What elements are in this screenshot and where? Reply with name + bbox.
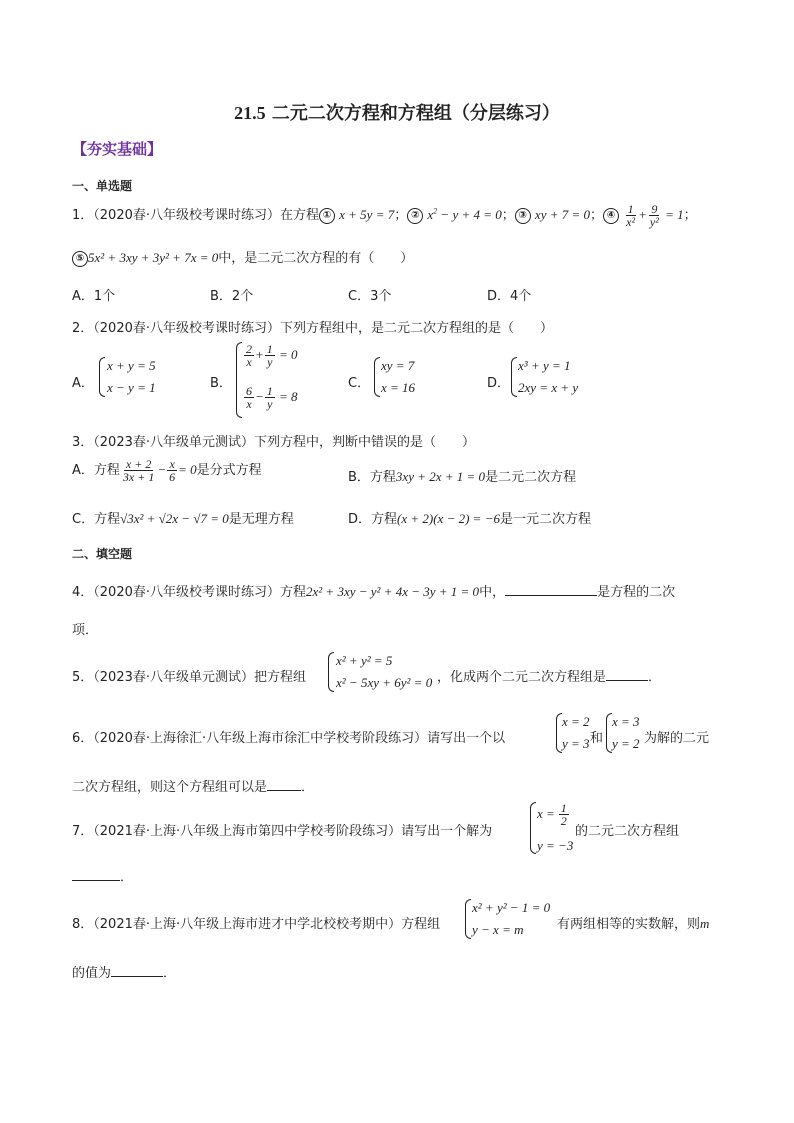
q2-option-d-label[interactable]: D．: [487, 376, 511, 391]
q5-eq1: x² + y² = 5: [336, 653, 393, 668]
q1-eq1: x + 5y = 7: [339, 207, 395, 222]
q6-answer-blank[interactable]: [267, 789, 301, 791]
q1-sep1: ；: [394, 208, 408, 223]
q1-eq2-x: x: [427, 207, 434, 222]
q2-c-brace: [374, 357, 380, 397]
q8-post: 有两组相等的实数解，则m: [557, 916, 710, 932]
q5-eq2: x² − 5xy + 6y² = 0: [336, 675, 433, 690]
question-1-line1: 1．（2020春·八年级校考课时练习）在方程 ① x + 5y = 7； ② $x^2 - y + 4 = 0$； ③ xy + 7 = 0； ④ $\frac{1}{\text{x²}}$ + $\frac{9}{\text{y²}}$ = 1；: [72, 202, 697, 229]
q3-option-b[interactable]: B．方程3xy + 2x + 1 = 0是二元二次方程: [348, 469, 577, 485]
q7-post: 的二元二次方程组: [575, 824, 680, 839]
q1-option-b[interactable]: B．2个: [210, 289, 254, 304]
q4-equation: 2x² + 3xy − y² + 4x − 3y + 1 = 0: [306, 584, 480, 599]
q5-brace: [328, 652, 334, 692]
q2-option-a-label[interactable]: A．: [72, 376, 94, 391]
q1-number: 1．: [72, 208, 94, 223]
q2-b-eq2: $\frac{6}{x}$ − $\frac{1}{y}$ = 8: [246, 384, 298, 411]
q1-eq5: 5x² + 3xy + 3y² + 7x = 0: [88, 250, 219, 265]
q6-sol1-y: y = 3: [562, 736, 590, 751]
page-title: [0, 99, 794, 125]
q2-d-eq2: 2xy = x + y: [518, 380, 579, 395]
q8-brace: [465, 899, 471, 939]
question-6-line1: 6．（2020春·上海徐汇·八年级上海市徐汇中学校考阶段练习）请写出一个以: [72, 731, 506, 746]
q1-option-c[interactable]: C．3个: [348, 289, 392, 304]
q3-option-c[interactable]: C．方程√3x² + √2x − √7 = 0是无理方程: [72, 511, 294, 527]
q8-eq1: x² + y² − 1 = 0: [472, 900, 551, 915]
q3-number: 3．: [72, 435, 94, 450]
question-8-line2: 的值为 ．: [72, 966, 177, 981]
q2-option-c-label[interactable]: C．: [348, 376, 371, 391]
q1-frac-a: $\frac{1}{\text{x²}}$: [626, 202, 636, 229]
q8-answer-blank[interactable]: [111, 975, 163, 977]
q8-eq2: y − x = m: [472, 922, 524, 937]
q2-d-eq1: x³ + y = 1: [518, 358, 571, 373]
q1-circle-3: ③: [515, 208, 531, 224]
q5-answer-blank[interactable]: [606, 679, 648, 681]
q1-eq4-tail: = 1: [661, 207, 684, 222]
question-7-line1: 7．（2021春·上海·八年级上海市第四中学校考阶段练习）请写出一个解为: [72, 824, 493, 839]
question-6-line2: 二次方程组，则这个方程组可以是 ．: [72, 780, 315, 795]
question-4-line1: 4．（2020春·八年级校考课时练习）方程2x² + 3xy − y² + 4x − 3y + 1 = 0中， 是方程的二次: [72, 584, 676, 600]
q7-answer-blank[interactable]: [72, 879, 120, 881]
q1-tail: 中，是二元二次方程的有（ ）: [218, 251, 414, 266]
q5-tail: ，化成两个二元二次方程组是 ．: [437, 670, 662, 685]
title-text: 二元二次方程和方程组（分层练习）: [271, 103, 560, 124]
q1-eq2-rest: − y + 4 = 0: [437, 207, 502, 222]
q3-text: （2023春·八年级单元测试）下列方程中，判断中错误的是（ ）: [93, 435, 475, 450]
q1-sep4: ；: [683, 208, 697, 223]
q1-sep2: ；: [501, 208, 515, 223]
heading-fill-blank: 二、填空题: [72, 547, 133, 561]
q2-a-eq2: x − y = 1: [107, 380, 156, 395]
q2-text: （2020春·八年级校考课时练习）下列方程组中，是二元二次方程组的是（ ）: [93, 321, 553, 336]
question-5-line: 5．（2023春·八年级单元测试）把方程组: [72, 670, 306, 685]
question-8-line1: 8．（2021春·上海·八年级上海市进才中学北校校考期中）方程组: [72, 917, 441, 932]
question-4-line2: 项．: [72, 623, 99, 638]
q1-circle-4: ④: [603, 208, 619, 224]
question-3-stem: [72, 431, 475, 450]
q2-number: 2．: [72, 321, 94, 336]
q4-answer-blank[interactable]: [505, 594, 597, 596]
q1-circle-1: ①: [319, 208, 335, 224]
q2-b-brace: [236, 342, 242, 418]
q1-eq3: xy + 7 = 0: [534, 207, 591, 222]
q2-a-eq1: x + y = 5: [107, 358, 156, 373]
q1-option-d[interactable]: D．4个: [487, 289, 532, 304]
q6-sol2-x: x = 3: [612, 714, 640, 729]
q2-option-b-label[interactable]: B．: [210, 376, 232, 391]
q1-sep3: ；: [590, 208, 604, 223]
q6-and: 和: [590, 731, 604, 746]
q6-sol1-x: x = 2: [562, 714, 590, 729]
q2-b-eq1: $\frac{2}{x}$ + $\frac{1}{y}$ = 0: [246, 342, 298, 369]
section-heading: 【夯实基础】: [72, 140, 163, 158]
q2-a-brace: [99, 357, 105, 397]
question-1-line2: [72, 247, 413, 267]
q1-circle-5: ⑤: [72, 251, 88, 267]
question-2-stem: [72, 317, 553, 336]
title-number: 21.5: [234, 103, 266, 123]
q1-source: （2020春·八年级校考课时练习）在方程: [93, 208, 319, 223]
q2-c-eq1: xy = 7: [381, 358, 415, 373]
q7-brace: [530, 802, 536, 854]
q8-m: m: [700, 916, 710, 931]
q6-post: 为解的二元: [644, 731, 710, 746]
q1-circle-2: ②: [407, 208, 423, 224]
q1-option-a[interactable]: A．1个: [72, 289, 116, 304]
heading-single-choice: 一、单选题: [72, 179, 133, 193]
q2-d-brace: [511, 357, 517, 397]
q7-x-solution: x = $\frac{1}{2}$: [537, 801, 567, 828]
q7-y-solution: y = −3: [537, 838, 574, 853]
q3-option-a[interactable]: A．方程 $\frac{x + 2}{3x + 1}$ − $\frac{x}{6}$ = 0是分式方程: [72, 457, 262, 484]
q2-c-eq2: x = 16: [381, 380, 416, 395]
q3-option-d[interactable]: D．方程(x + 2)(x − 2) = −6是一元二次方程: [348, 511, 591, 527]
question-7-line2: ．: [72, 866, 133, 885]
q1-frac-b: $\frac{9}{\text{y²}}$: [649, 202, 659, 229]
q6-sol2-y: y = 2: [612, 736, 640, 751]
